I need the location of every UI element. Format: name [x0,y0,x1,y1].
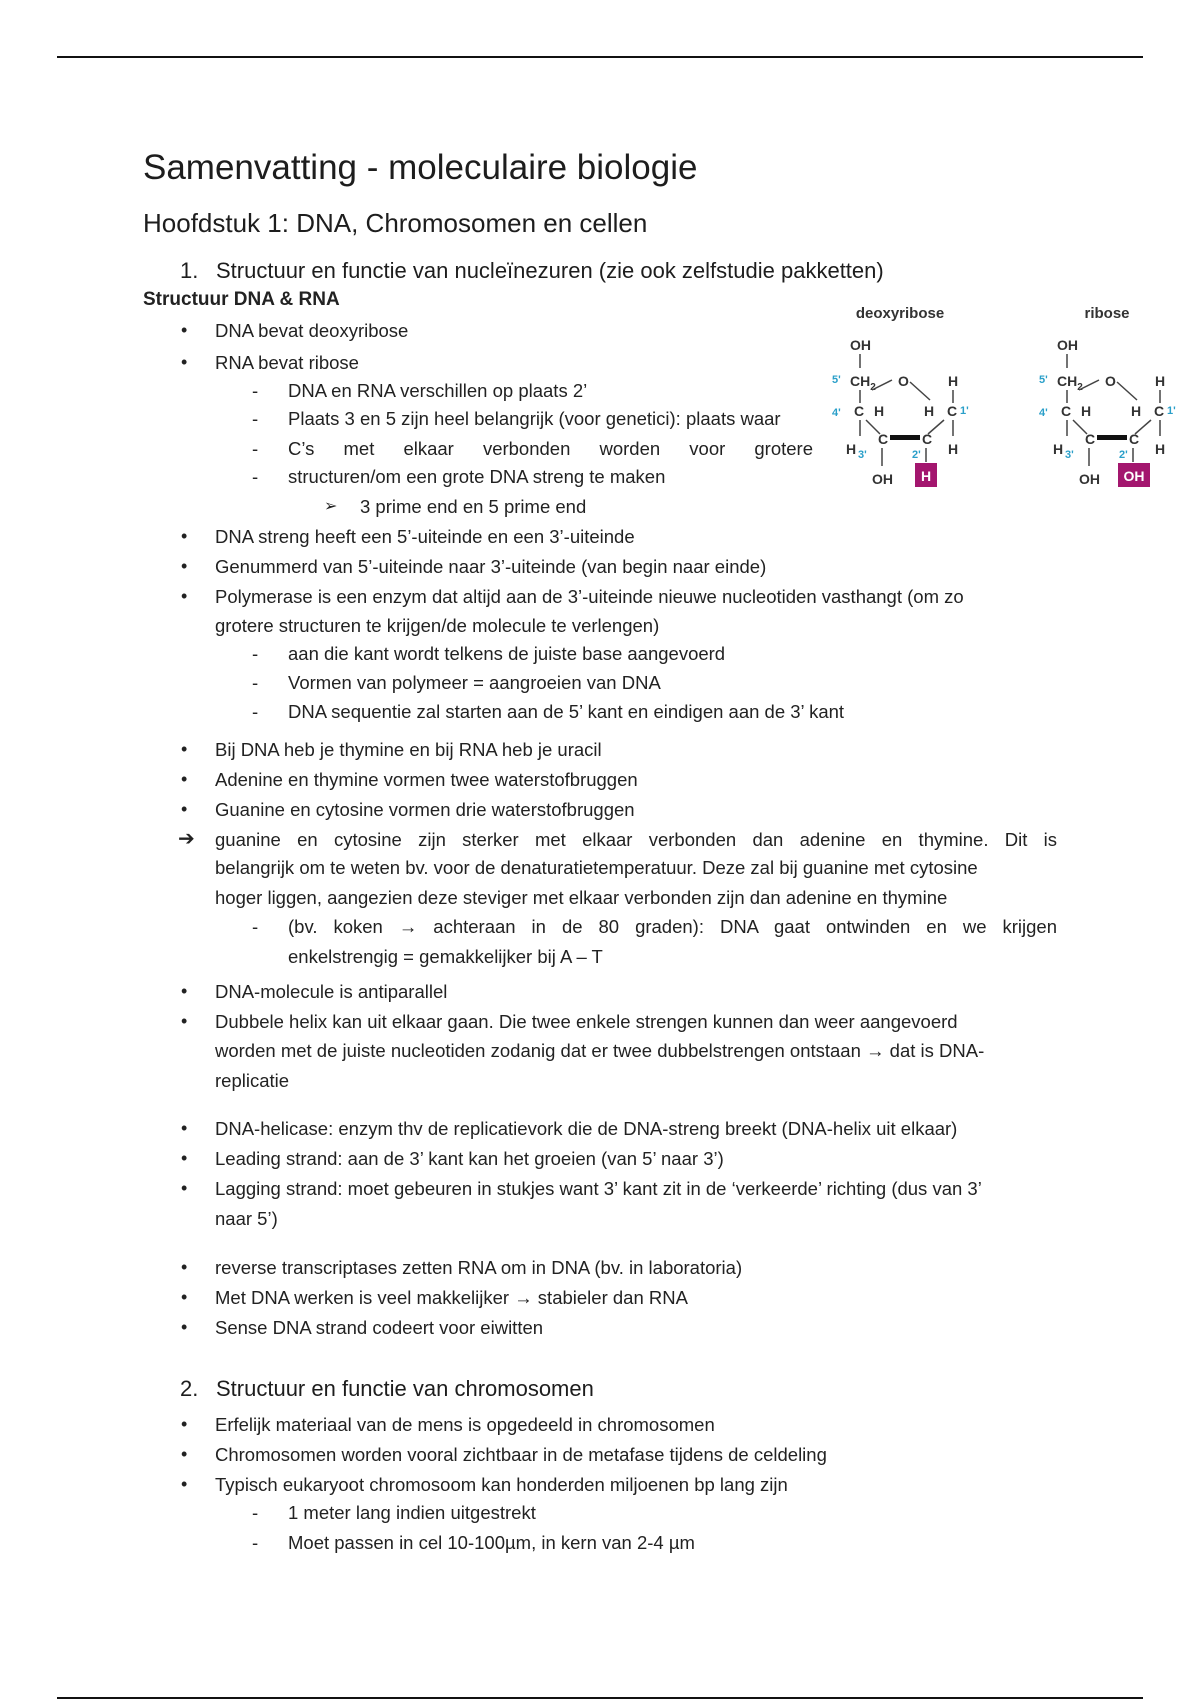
h-1-top-label: H [1155,373,1166,389]
list-item: • Met DNA werken is veel makkelijker → stabieler dan RNA [215,1283,688,1312]
section-title: Structuur en functie van chromosomen [216,1376,594,1401]
list-item: • Adenine en thymine vormen twee waterstofbruggen [215,765,638,794]
page-title: Samenvatting - moleculaire biologie [143,148,698,187]
text: structuren/om een grote DNA streng te maken [288,466,666,487]
list-item: • DNA-helicase: enzym thv de replicatievork die de DNA-streng breekt (DNA-helix uit elkaar) [215,1114,957,1143]
section-number: 2. [180,1376,199,1401]
list-item: - Vormen van polymeer = aangroeien van DNA [288,668,661,697]
c3-label: C [878,431,889,447]
section-number: 1. [180,258,199,283]
oh-3-label: OH [1079,471,1100,487]
highlight-h-label: H [920,468,932,484]
c4-label: C [1061,403,1072,419]
c3-label: C [1085,431,1096,447]
h4-label: H [874,403,885,419]
pos-4-label: 4' [1039,407,1048,419]
ring-oxygen-label: O [1105,373,1116,389]
arrow-icon: ➔ [178,828,195,850]
ch2-label: $CH_2$ [1057,373,1083,393]
list-item: • Chromosomen worden vooral zichtbaar in de metafase tijdens de celdeling [215,1440,827,1469]
list-item-continuation: replicatie [215,1070,290,1091]
c2-label: C [922,431,933,447]
list-item-continuation: naar 5’) [215,1208,278,1229]
list-item: - 1 meter lang indien uitgestrekt [288,1498,536,1527]
ribose-label: ribose [1084,305,1130,322]
list-item-continuation: enkelstrengig = gemakkelijker bij A – T [288,946,603,967]
section-heading-1 [180,258,884,288]
h-1-bottom-label: H [1155,441,1166,457]
pos-3-label: 3' [1065,449,1074,461]
bottom-rule [57,1697,1143,1699]
list-item: • Lagging strand: moet gebeuren in stukjes want 3’ kant zit in de ‘verkeerde’ richting (dus van 3’ [215,1174,982,1203]
list-item: - Moet passen in cel 10-100µm, in kern van 2-4 µm [288,1528,695,1557]
list-item: ➢ 3 prime end en 5 prime end [360,492,586,521]
pos-5-label: 5' [1039,374,1048,386]
structure-heading: Structuur DNA & RNA [143,289,340,310]
pos-4-label: 4' [832,407,841,419]
c1-label: C [947,403,958,419]
list-item: • Guanine en cytosine vormen drie waterstofbruggen [215,795,635,824]
list-item: - aan die kant wordt telkens de juiste base aangevoerd [288,639,725,668]
h3-label: H [846,441,857,457]
list-item: • Bij DNA heb je thymine en bij RNA heb je uracil [215,735,602,764]
text: guanine en cytosine zijn sterker met elkaar verbonden dan adenine en thymine. Dit is [215,829,1057,850]
section-title: Structuur en functie van nucleïnezuren (zie ook zelfstudie pakketten) [216,258,884,283]
pos-2-label: 2' [912,449,921,461]
pos-1-label: 1' [1167,405,1176,417]
c2-label: C [1129,431,1140,447]
chapter-heading: Hoofdstuk 1: DNA, Chromosomen en cellen [143,208,648,238]
arrow-item [178,825,1057,854]
list-item: • Dubbele helix kan uit elkaar gaan. Die twee enkele strengen kunnen dan weer aangevoerd [215,1007,958,1036]
ring-oxygen-label: O [898,373,909,389]
h-1-top-label: H [948,373,959,389]
list-item: • DNA bevat deoxyribose [215,316,408,345]
deoxyribose-label: deoxyribose [855,305,945,322]
section-heading-2 [180,1376,880,1406]
pos-1-label: 1' [960,405,969,417]
h3-label: H [1053,441,1064,457]
c4-label: C [854,403,865,419]
text: (bv. koken → achteraan in de 80 graden): DNA gaat ontwinden en we krijgen [288,916,1057,937]
list-item: • Erfelijk materiaal van de mens is opgedeeld in chromosomen [215,1410,715,1439]
list-item-continuation [288,462,665,491]
c1-label: C [1154,403,1165,419]
list-item: • Genummerd van 5’-uiteinde naar 3’-uiteinde (van begin naar einde) [215,552,766,581]
ribose-structure [1039,305,1176,487]
list-item: • Leading strand: aan de 3’ kant kan het groeien (van 5’ naar 3’) [215,1144,724,1173]
list-item-continuation: hoger liggen, aangezien deze steviger met elkaar verbonden zijn dan adenine en thymine [215,887,948,908]
list-item-continuation: belangrijk om te weten bv. voor de denaturatietemperatuur. Deze zal bij guanine met cytosine [215,857,978,878]
top-rule [57,56,1143,58]
pos-3-label: 3' [858,449,867,461]
list-item-continuation [288,434,813,463]
oh-5-label: OH [850,337,871,353]
list-item: • Sense DNA strand codeert voor eiwitten [215,1313,543,1342]
list-item-continuation: grotere structuren te krijgen/de molecule te verlengen) [215,615,660,636]
pos-5-label: 5' [832,374,841,386]
h-1-bottom-label: H [948,441,959,457]
list-item: - DNA sequentie zal starten aan de 5’ kant en eindigen aan de 3’ kant [288,697,844,726]
list-item: - DNA en RNA verschillen op plaats 2’ [288,376,587,405]
list-item: • Typisch eukaryoot chromosoom kan honderden miljoenen bp lang zijn [215,1470,788,1499]
h1-label: H [1131,403,1142,419]
oh-5-label: OH [1057,337,1078,353]
deoxyribose-structure [832,305,969,487]
list-item: • Polymerase is een enzym dat altijd aan de 3’-uiteinde nieuwe nucleotiden vasthangt (om zo [215,582,964,611]
list-item-continuation: worden met de juiste nucleotiden zodanig dat er twee dubbelstrengen ontstaan → dat is DNA- [215,1040,985,1061]
h1-label: H [924,403,935,419]
list-item: • DNA streng heeft een 5’-uiteinde en een 3’-uiteinde [215,522,635,551]
list-item: • reverse transcriptases zetten RNA om in DNA (bv. in laboratoria) [215,1253,742,1282]
oh-3-label: OH [872,471,893,487]
highlight-oh-label: OH [1123,468,1145,484]
sugar-structure-diagram [826,290,1186,510]
list-item: • DNA-molecule is antiparallel [215,977,447,1006]
list-item [288,912,1057,941]
list-item: - Plaats 3 en 5 zijn heel belangrijk (voor genetici): plaats waar [288,404,781,433]
text: C’s met elkaar verbonden worden voor grotere [288,438,813,459]
pos-2-label: 2' [1119,449,1128,461]
h4-label: H [1081,403,1092,419]
list-item: • RNA bevat ribose [215,348,359,377]
ch2-label: $CH_2$ [850,373,876,393]
